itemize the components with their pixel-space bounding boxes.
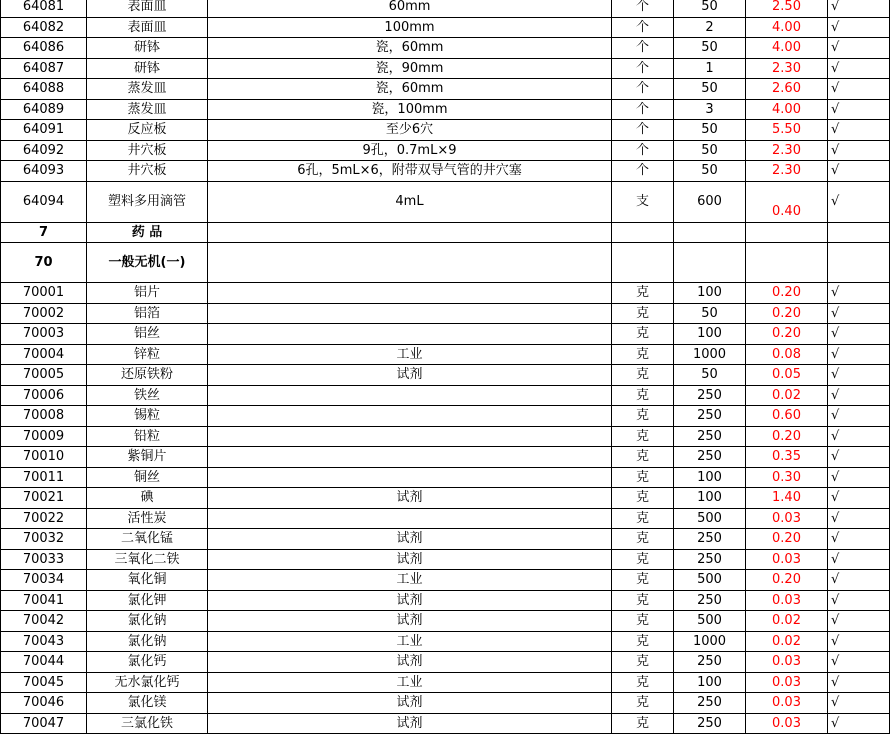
item-unit-cell: 个 <box>612 120 674 141</box>
item-check-cell: √ <box>828 488 890 509</box>
table-row <box>1 631 890 652</box>
item-code-cell: 70008 <box>1 406 87 427</box>
item-spec-cell: 工业 <box>208 672 612 693</box>
item-code-cell: 70001 <box>1 283 87 304</box>
item-price-cell: 0.03 <box>746 672 828 693</box>
item-price-cell: 2.30 <box>746 140 828 161</box>
item-unit-cell: 个 <box>612 0 674 17</box>
item-name-cell: 氯化钾 <box>87 590 208 611</box>
item-unit-cell: 克 <box>612 385 674 406</box>
item-qty-cell: 100 <box>674 324 746 345</box>
item-spec-cell <box>208 243 612 283</box>
item-price-cell: 0.02 <box>746 611 828 632</box>
item-name-cell: 锡粒 <box>87 406 208 427</box>
item-unit-cell: 克 <box>612 344 674 365</box>
item-spec-cell <box>208 324 612 345</box>
table-row <box>1 181 890 222</box>
item-check-cell: √ <box>828 79 890 100</box>
item-price-cell: 2.60 <box>746 79 828 100</box>
item-unit-cell: 个 <box>612 79 674 100</box>
item-code-cell: 70006 <box>1 385 87 406</box>
item-check-cell: √ <box>828 161 890 182</box>
item-code-cell: 70005 <box>1 365 87 386</box>
item-code-cell: 70034 <box>1 570 87 591</box>
table-row <box>1 508 890 529</box>
item-qty-cell: 50 <box>674 0 746 17</box>
item-check-cell: √ <box>828 693 890 714</box>
item-check-cell: √ <box>828 713 890 734</box>
item-name-cell: 铜丝 <box>87 467 208 488</box>
item-check-cell: √ <box>828 611 890 632</box>
table-row <box>1 467 890 488</box>
item-price-cell: 0.40 <box>746 181 828 222</box>
item-spec-cell <box>208 467 612 488</box>
item-code-cell: 70045 <box>1 672 87 693</box>
item-spec-cell <box>208 508 612 529</box>
item-code-cell: 64088 <box>1 79 87 100</box>
item-code-cell: 70011 <box>1 467 87 488</box>
item-qty-cell: 1000 <box>674 631 746 652</box>
table-row <box>1 385 890 406</box>
item-unit-cell: 克 <box>612 672 674 693</box>
item-check-cell: √ <box>828 406 890 427</box>
table-row <box>1 672 890 693</box>
item-code-cell: 70002 <box>1 303 87 324</box>
table-row <box>1 58 890 79</box>
table-row <box>1 549 890 570</box>
item-qty-cell: 50 <box>674 38 746 59</box>
table-row <box>1 713 890 734</box>
item-price-cell: 2.50 <box>746 0 828 17</box>
item-qty-cell <box>674 222 746 243</box>
item-qty-cell: 50 <box>674 303 746 324</box>
item-name-cell: 三氯化铁 <box>87 713 208 734</box>
table-row <box>1 99 890 120</box>
item-name-cell: 蒸发皿 <box>87 79 208 100</box>
item-check-cell <box>828 222 890 243</box>
item-check-cell: √ <box>828 385 890 406</box>
item-spec-cell: 瓷，60mm <box>208 79 612 100</box>
item-name-cell: 井穴板 <box>87 161 208 182</box>
item-qty-cell: 100 <box>674 488 746 509</box>
item-spec-cell: 试剂 <box>208 693 612 714</box>
item-name-cell: 氯化镁 <box>87 693 208 714</box>
item-price-cell: 0.05 <box>746 365 828 386</box>
item-price-cell: 0.60 <box>746 406 828 427</box>
item-spec-cell: 瓷，100mm <box>208 99 612 120</box>
item-code-cell: 70047 <box>1 713 87 734</box>
table-row <box>1 324 890 345</box>
table-row <box>1 611 890 632</box>
item-code-cell: 64091 <box>1 120 87 141</box>
item-name-cell: 三氧化二铁 <box>87 549 208 570</box>
item-code-cell: 70 <box>1 243 87 283</box>
item-price-cell: 0.08 <box>746 344 828 365</box>
item-code-cell: 64093 <box>1 161 87 182</box>
table-row <box>1 365 890 386</box>
item-name-cell: 研钵 <box>87 58 208 79</box>
table-row <box>1 120 890 141</box>
item-qty-cell: 3 <box>674 99 746 120</box>
table-row <box>1 161 890 182</box>
item-spec-cell: 试剂 <box>208 590 612 611</box>
item-unit-cell: 克 <box>612 693 674 714</box>
item-qty-cell: 50 <box>674 79 746 100</box>
item-price-cell <box>746 222 828 243</box>
item-qty-cell: 100 <box>674 467 746 488</box>
item-qty-cell: 250 <box>674 426 746 447</box>
item-qty-cell: 250 <box>674 406 746 427</box>
item-price-cell: 2.30 <box>746 161 828 182</box>
item-check-cell: √ <box>828 467 890 488</box>
item-price-cell: 0.02 <box>746 385 828 406</box>
item-unit-cell: 克 <box>612 447 674 468</box>
table-row <box>1 693 890 714</box>
item-check-cell: √ <box>828 0 890 17</box>
item-code-cell: 64082 <box>1 17 87 38</box>
item-name-cell: 塑料多用滴管 <box>87 181 208 222</box>
item-check-cell: √ <box>828 365 890 386</box>
item-unit-cell: 克 <box>612 713 674 734</box>
item-unit-cell: 克 <box>612 631 674 652</box>
table-row <box>1 570 890 591</box>
item-spec-cell: 瓷，60mm <box>208 38 612 59</box>
item-price-cell: 0.35 <box>746 447 828 468</box>
item-unit-cell: 个 <box>612 161 674 182</box>
subcategory-row <box>1 243 890 283</box>
item-check-cell: √ <box>828 549 890 570</box>
item-unit-cell: 个 <box>612 140 674 161</box>
item-name-cell: 表面皿 <box>87 0 208 17</box>
item-qty-cell: 600 <box>674 181 746 222</box>
item-name-cell: 铝片 <box>87 283 208 304</box>
table-row <box>1 488 890 509</box>
table-row <box>1 140 890 161</box>
item-unit-cell: 克 <box>612 590 674 611</box>
item-price-cell: 4.00 <box>746 99 828 120</box>
item-price-cell: 0.03 <box>746 508 828 529</box>
item-unit-cell: 支 <box>612 181 674 222</box>
item-spec-cell: 试剂 <box>208 652 612 673</box>
item-spec-cell <box>208 303 612 324</box>
item-code-cell: 70003 <box>1 324 87 345</box>
item-name-cell: 氯化钠 <box>87 611 208 632</box>
item-name-cell: 铅粒 <box>87 426 208 447</box>
item-unit-cell: 克 <box>612 467 674 488</box>
table-row <box>1 590 890 611</box>
item-unit-cell: 克 <box>612 570 674 591</box>
item-spec-cell: 试剂 <box>208 713 612 734</box>
item-spec-cell: 9孔，0.7mL×9 <box>208 140 612 161</box>
item-spec-cell: 100mm <box>208 17 612 38</box>
item-name-cell: 氯化钠 <box>87 631 208 652</box>
item-check-cell: √ <box>828 529 890 550</box>
table-row <box>1 283 890 304</box>
item-check-cell: √ <box>828 283 890 304</box>
item-qty-cell: 250 <box>674 693 746 714</box>
item-unit-cell: 个 <box>612 17 674 38</box>
item-qty-cell: 250 <box>674 385 746 406</box>
item-price-cell <box>746 243 828 283</box>
item-price-cell: 0.03 <box>746 713 828 734</box>
item-qty-cell: 50 <box>674 140 746 161</box>
item-qty-cell: 2 <box>674 17 746 38</box>
item-name-cell: 蒸发皿 <box>87 99 208 120</box>
item-qty-cell: 250 <box>674 529 746 550</box>
item-name-cell: 铝箔 <box>87 303 208 324</box>
item-code-cell: 64094 <box>1 181 87 222</box>
table-row <box>1 38 890 59</box>
item-price-cell: 0.20 <box>746 324 828 345</box>
item-check-cell: √ <box>828 631 890 652</box>
table-row <box>1 652 890 673</box>
item-price-cell: 4.00 <box>746 17 828 38</box>
item-unit-cell: 克 <box>612 283 674 304</box>
item-name-cell: 碘 <box>87 488 208 509</box>
item-spec-cell: 4mL <box>208 181 612 222</box>
item-spec-cell <box>208 406 612 427</box>
item-qty-cell: 1 <box>674 58 746 79</box>
item-spec-cell: 试剂 <box>208 529 612 550</box>
table-row <box>1 529 890 550</box>
item-unit-cell: 个 <box>612 38 674 59</box>
item-spec-cell <box>208 385 612 406</box>
item-code-cell: 70033 <box>1 549 87 570</box>
item-unit-cell: 克 <box>612 324 674 345</box>
item-qty-cell: 50 <box>674 120 746 141</box>
item-unit-cell: 克 <box>612 508 674 529</box>
item-name-cell: 井穴板 <box>87 140 208 161</box>
item-price-cell: 0.03 <box>746 590 828 611</box>
item-check-cell: √ <box>828 426 890 447</box>
item-unit-cell: 克 <box>612 529 674 550</box>
item-check-cell: √ <box>828 447 890 468</box>
item-code-cell: 70010 <box>1 447 87 468</box>
item-unit-cell: 克 <box>612 406 674 427</box>
item-name-cell: 研钵 <box>87 38 208 59</box>
item-check-cell: √ <box>828 120 890 141</box>
item-name-cell: 二氧化锰 <box>87 529 208 550</box>
item-name-cell: 铝丝 <box>87 324 208 345</box>
table-row <box>1 0 890 17</box>
item-unit-cell <box>612 243 674 283</box>
item-spec-cell: 试剂 <box>208 549 612 570</box>
table-row <box>1 303 890 324</box>
item-unit-cell: 克 <box>612 549 674 570</box>
item-name-cell: 紫铜片 <box>87 447 208 468</box>
table-row <box>1 426 890 447</box>
item-spec-cell: 工业 <box>208 344 612 365</box>
item-price-cell: 2.30 <box>746 58 828 79</box>
item-qty-cell: 500 <box>674 570 746 591</box>
table-row <box>1 79 890 100</box>
item-name-cell: 无水氯化钙 <box>87 672 208 693</box>
item-price-cell: 5.50 <box>746 120 828 141</box>
item-price-cell: 1.40 <box>746 488 828 509</box>
item-qty-cell: 500 <box>674 611 746 632</box>
item-code-cell: 70022 <box>1 508 87 529</box>
item-check-cell: √ <box>828 590 890 611</box>
item-spec-cell: 工业 <box>208 570 612 591</box>
item-spec-cell: 60mm <box>208 0 612 17</box>
item-name-cell: 活性炭 <box>87 508 208 529</box>
item-qty-cell <box>674 243 746 283</box>
item-code-cell: 64081 <box>1 0 87 17</box>
item-unit-cell: 克 <box>612 652 674 673</box>
item-check-cell: √ <box>828 324 890 345</box>
item-price-cell: 0.03 <box>746 693 828 714</box>
item-code-cell: 70044 <box>1 652 87 673</box>
item-unit-cell: 个 <box>612 99 674 120</box>
item-check-cell: √ <box>828 303 890 324</box>
item-name-cell: 铁丝 <box>87 385 208 406</box>
item-check-cell: √ <box>828 17 890 38</box>
item-spec-cell: 至少6穴 <box>208 120 612 141</box>
item-code-cell: 64086 <box>1 38 87 59</box>
item-unit-cell <box>612 222 674 243</box>
item-spec-cell: 瓷，90mm <box>208 58 612 79</box>
item-price-cell: 0.03 <box>746 652 828 673</box>
item-name-cell: 氯化钙 <box>87 652 208 673</box>
item-code-cell: 70009 <box>1 426 87 447</box>
item-price-cell: 0.20 <box>746 570 828 591</box>
item-spec-cell <box>208 447 612 468</box>
item-code-cell: 64089 <box>1 99 87 120</box>
item-check-cell: √ <box>828 181 890 222</box>
sheet-body <box>1 0 890 734</box>
item-price-cell: 0.30 <box>746 467 828 488</box>
item-check-cell: √ <box>828 652 890 673</box>
item-qty-cell: 250 <box>674 549 746 570</box>
item-name-cell: 锌粒 <box>87 344 208 365</box>
item-code-cell: 7 <box>1 222 87 243</box>
item-spec-cell <box>208 222 612 243</box>
item-qty-cell: 50 <box>674 161 746 182</box>
item-spec-cell: 试剂 <box>208 611 612 632</box>
table-row <box>1 406 890 427</box>
item-price-cell: 0.02 <box>746 631 828 652</box>
item-qty-cell: 250 <box>674 713 746 734</box>
item-qty-cell: 100 <box>674 672 746 693</box>
item-name-cell: 药 品 <box>87 222 208 243</box>
item-unit-cell: 个 <box>612 58 674 79</box>
item-spec-cell: 工业 <box>208 631 612 652</box>
item-check-cell: √ <box>828 508 890 529</box>
item-code-cell: 70021 <box>1 488 87 509</box>
item-check-cell: √ <box>828 570 890 591</box>
category-row <box>1 222 890 243</box>
item-spec-cell: 6孔，5mL×6，附带双导气管的井穴塞 <box>208 161 612 182</box>
item-qty-cell: 500 <box>674 508 746 529</box>
item-code-cell: 70032 <box>1 529 87 550</box>
item-name-cell: 氧化铜 <box>87 570 208 591</box>
item-qty-cell: 250 <box>674 447 746 468</box>
table-row <box>1 17 890 38</box>
item-qty-cell: 250 <box>674 590 746 611</box>
item-code-cell: 70043 <box>1 631 87 652</box>
item-unit-cell: 克 <box>612 303 674 324</box>
item-check-cell: √ <box>828 672 890 693</box>
item-spec-cell <box>208 283 612 304</box>
item-code-cell: 70004 <box>1 344 87 365</box>
item-price-cell: 0.20 <box>746 529 828 550</box>
item-unit-cell: 克 <box>612 365 674 386</box>
item-qty-cell: 1000 <box>674 344 746 365</box>
item-unit-cell: 克 <box>612 611 674 632</box>
item-name-cell: 还原铁粉 <box>87 365 208 386</box>
item-price-cell: 0.20 <box>746 426 828 447</box>
item-check-cell: √ <box>828 140 890 161</box>
item-spec-cell: 试剂 <box>208 488 612 509</box>
item-price-cell: 0.20 <box>746 283 828 304</box>
item-code-cell: 64087 <box>1 58 87 79</box>
item-code-cell: 70042 <box>1 611 87 632</box>
item-check-cell: √ <box>828 99 890 120</box>
item-spec-cell: 试剂 <box>208 365 612 386</box>
table-row <box>1 447 890 468</box>
item-unit-cell: 克 <box>612 426 674 447</box>
item-name-cell: 一般无机(一) <box>87 243 208 283</box>
item-unit-cell: 克 <box>612 488 674 509</box>
item-code-cell: 64092 <box>1 140 87 161</box>
item-qty-cell: 100 <box>674 283 746 304</box>
item-spec-cell <box>208 426 612 447</box>
item-check-cell: √ <box>828 58 890 79</box>
item-check-cell: √ <box>828 38 890 59</box>
item-price-cell: 0.20 <box>746 303 828 324</box>
item-check-cell: √ <box>828 344 890 365</box>
item-check-cell <box>828 243 890 283</box>
item-price-cell: 4.00 <box>746 38 828 59</box>
item-code-cell: 70046 <box>1 693 87 714</box>
item-price-cell: 0.03 <box>746 549 828 570</box>
item-qty-cell: 250 <box>674 652 746 673</box>
table-row <box>1 344 890 365</box>
item-name-cell: 表面皿 <box>87 17 208 38</box>
item-name-cell: 反应板 <box>87 120 208 141</box>
item-code-cell: 70041 <box>1 590 87 611</box>
item-qty-cell: 50 <box>674 365 746 386</box>
